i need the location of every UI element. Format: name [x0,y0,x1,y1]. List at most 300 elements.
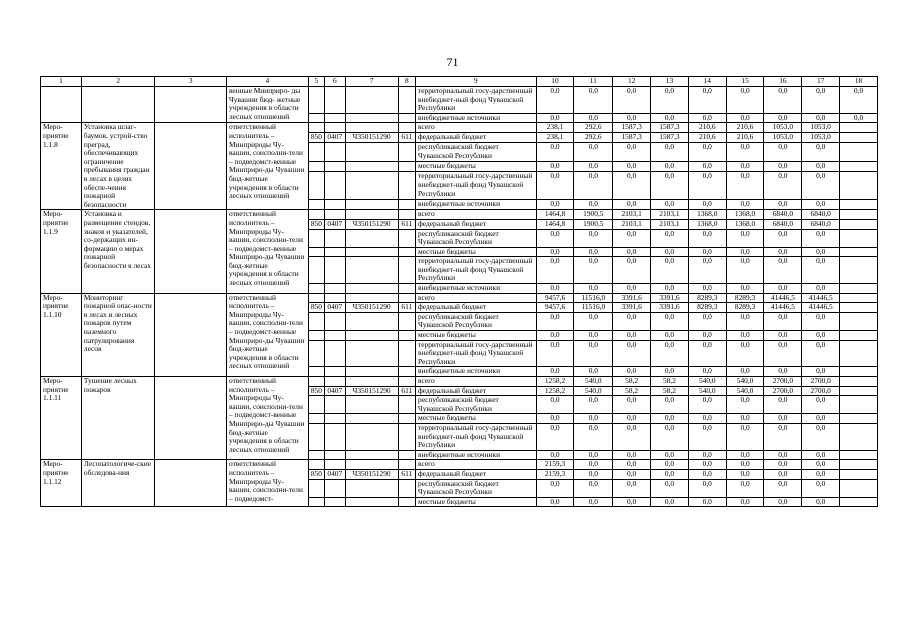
empty-cell [840,143,878,162]
empty-cell [398,396,415,414]
value-cell: 210,6 [688,123,726,133]
funding-source-cell: федеральный бюджет [416,133,537,143]
value-cell: 0,0 [574,469,613,479]
empty-cell [155,87,227,123]
empty-cell [840,386,878,396]
empty-cell [840,479,878,497]
empty-cell [155,377,227,460]
empty-cell [308,143,324,162]
value-cell: 0,0 [688,497,726,507]
funding-source-cell: республиканский бюджет Чувашской Республики [416,479,537,497]
column-header-10: 10 [536,77,574,87]
value-cell: 0,0 [802,284,840,294]
value-cell: 0,0 [688,367,726,377]
value-cell: 0,0 [651,469,689,479]
value-cell: 3391,6 [651,303,689,313]
value-cell: 0,0 [802,87,840,114]
measure-name-cell [81,87,155,123]
value-cell: 0,0 [802,257,840,284]
value-cell: 1053,0 [764,123,802,133]
value-cell: 0,0 [651,414,689,424]
value-cell: 0,0 [651,113,689,123]
value-cell: 1368,0 [688,210,726,220]
empty-cell [345,113,398,123]
value-cell: 0,0 [802,414,840,424]
column-header-8: 8 [398,77,415,87]
empty-cell [345,284,398,294]
value-cell: 0,0 [536,414,574,424]
value-cell: 0,0 [726,312,764,330]
empty-cell [398,293,415,303]
value-cell: 0,0 [613,172,651,200]
column-header-9: 9 [416,77,537,87]
empty-cell [398,340,415,367]
value-cell: 0,0 [613,312,651,330]
column-header-16: 16 [764,77,802,87]
empty-cell [325,293,345,303]
value-cell: 238,1 [536,123,574,133]
value-cell: 210,6 [726,123,764,133]
value-cell: 0,0 [574,396,613,414]
value-cell: 0,0 [764,460,802,470]
funding-source-cell: местные бюджеты [416,414,537,424]
code-type-cell: 611 [398,386,415,396]
value-cell: 0,0 [651,87,689,114]
value-cell: 0,0 [688,143,726,162]
code-grbs-cell: 850 [308,386,324,396]
value-cell: 540,0 [574,377,613,387]
code-grbs-cell: 850 [308,303,324,313]
value-cell: 0,0 [651,367,689,377]
empty-cell [398,162,415,172]
value-cell: 0,0 [574,450,613,460]
value-cell: 0,0 [613,87,651,114]
funding-source-cell: территориальный госу-дарственный внебюджет-ный фонд Чувашской Республики [416,423,537,450]
value-cell: 0,0 [651,396,689,414]
empty-cell [840,497,878,507]
value-cell: 0,0 [613,450,651,460]
value-cell: 0,0 [802,460,840,470]
value-cell: 0,0 [726,423,764,450]
column-header-18: 18 [840,77,878,87]
value-cell: 0,0 [726,497,764,507]
column-header-4: 4 [226,77,308,87]
column-header-14: 14 [688,77,726,87]
value-cell: 0,0 [574,172,613,200]
page-number: 71 [446,55,459,69]
empty-cell [345,247,398,257]
value-cell: 0,0 [536,497,574,507]
value-cell: 0,0 [613,367,651,377]
empty-cell [840,340,878,367]
value-cell: 0,0 [688,257,726,284]
value-cell: 210,6 [726,133,764,143]
value-cell: 0,0 [613,143,651,162]
value-cell: 0,0 [613,469,651,479]
value-cell: 0,0 [613,331,651,341]
value-cell: 0,0 [651,460,689,470]
value-cell: 0,0 [613,460,651,470]
value-cell: 41446,5 [764,293,802,303]
empty-cell [398,257,415,284]
value-cell: 0,0 [688,340,726,367]
empty-cell [325,312,345,330]
value-cell: 0,0 [802,450,840,460]
value-cell: 0,0 [574,414,613,424]
value-cell: 0,0 [613,162,651,172]
column-header-5: 5 [308,77,324,87]
column-header-12: 12 [613,77,651,87]
empty-cell [840,257,878,284]
measure-number-cell: Меро-приятие 1.1.10 [41,293,82,376]
empty-cell [308,210,324,220]
code-section-cell: 0407 [325,133,345,143]
value-cell: 0,0 [613,479,651,497]
value-cell: 1053,0 [802,133,840,143]
value-cell: 2103,1 [651,210,689,220]
code-target-cell: Ч350151290 [345,219,398,229]
empty-cell [325,229,345,247]
funding-source-cell: федеральный бюджет [416,219,537,229]
funding-source-cell: местные бюджеты [416,162,537,172]
column-header-11: 11 [574,77,613,87]
value-cell: 0,0 [574,162,613,172]
empty-cell [155,123,227,210]
value-cell: 0,0 [840,87,878,114]
table-row [41,87,878,114]
empty-cell [308,367,324,377]
value-cell: 0,0 [574,143,613,162]
value-cell: 0,0 [764,87,802,114]
empty-cell [325,172,345,200]
empty-cell [308,312,324,330]
value-cell: 0,0 [613,284,651,294]
funding-source-cell: республиканский бюджет Чувашской Республики [416,143,537,162]
value-cell: 0,0 [802,423,840,450]
value-cell: 0,0 [536,229,574,247]
empty-cell [325,479,345,497]
empty-cell [325,367,345,377]
empty-cell [840,247,878,257]
empty-cell [325,396,345,414]
value-cell: 0,0 [574,423,613,450]
code-type-cell: 611 [398,133,415,143]
empty-cell [308,450,324,460]
column-header-2: 2 [81,77,155,87]
value-cell: 540,0 [726,377,764,387]
empty-cell [345,172,398,200]
empty-cell [308,497,324,507]
funding-source-cell: территориальный госу-дарственный внебюджет-ный фонд Чувашской Республики [416,257,537,284]
column-header-15: 15 [726,77,764,87]
empty-cell [345,497,398,507]
value-cell: 0,0 [726,162,764,172]
value-cell: 0,0 [802,113,840,123]
empty-cell [840,219,878,229]
value-cell: 2700,0 [802,386,840,396]
value-cell: 0,0 [802,229,840,247]
value-cell: 0,0 [764,331,802,341]
value-cell: 0,0 [651,479,689,497]
value-cell: 0,0 [613,257,651,284]
value-cell: 0,0 [651,331,689,341]
measure-number-cell: Меро-приятие 1.1.8 [41,123,82,210]
value-cell: 0,0 [688,247,726,257]
value-cell: 0,0 [688,423,726,450]
value-cell: 1053,0 [764,133,802,143]
value-cell: 0,0 [726,331,764,341]
empty-cell [325,284,345,294]
value-cell: 8289,3 [688,293,726,303]
value-cell: 0,0 [536,367,574,377]
code-section-cell: 0407 [325,469,345,479]
funding-source-cell: местные бюджеты [416,247,537,257]
value-cell: 0,0 [726,229,764,247]
executor-cell: ответственный исполнитель – Минприроды Чу-вашии, соисполни-тели – подведомст- [226,460,308,507]
empty-cell [345,87,398,114]
value-cell: 1368,0 [688,219,726,229]
value-cell: 0,0 [726,284,764,294]
measure-number-cell: Меро-приятие 1.1.9 [41,210,82,293]
value-cell: 0,0 [764,200,802,210]
value-cell: 0,0 [536,87,574,114]
empty-cell [398,414,415,424]
empty-cell [325,87,345,114]
empty-cell [308,247,324,257]
code-grbs-cell: 850 [308,219,324,229]
value-cell: 0,0 [726,450,764,460]
funding-source-cell: республиканский бюджет Чувашской Республики [416,229,537,247]
value-cell: 0,0 [688,460,726,470]
empty-cell [345,200,398,210]
value-cell: 0,0 [651,200,689,210]
code-section-cell: 0407 [325,386,345,396]
value-cell: 1368,0 [726,219,764,229]
empty-cell [398,331,415,341]
value-cell: 0,0 [688,396,726,414]
header-row [41,77,878,87]
value-cell: 0,0 [613,423,651,450]
funding-source-cell: всего [416,123,537,133]
value-cell: 0,0 [688,113,726,123]
empty-cell [345,367,398,377]
empty-cell [345,312,398,330]
value-cell: 0,0 [802,312,840,330]
empty-cell [345,162,398,172]
empty-cell [840,200,878,210]
executor-cell: ответственный исполнитель – Минприроды Чу-вашии, соисполни-тели – подведомст-венные Минприро-ды Чувашии бюд-жетные учреждения в области лесных отношений [226,377,308,460]
value-cell: 0,0 [688,331,726,341]
value-cell: 2700,0 [802,377,840,387]
empty-cell [345,377,398,387]
empty-cell [398,172,415,200]
empty-cell [345,414,398,424]
value-cell: 0,0 [726,200,764,210]
value-cell: 0,0 [651,257,689,284]
table-row [41,460,878,470]
empty-cell [345,331,398,341]
budget-table [40,76,878,507]
value-cell: 0,0 [574,113,613,123]
measure-number-cell: Меро-приятие 1.1.12 [41,460,82,507]
value-cell: 0,0 [764,247,802,257]
column-header-17: 17 [802,77,840,87]
value-cell: 1368,0 [726,210,764,220]
value-cell: 0,0 [651,229,689,247]
empty-cell [308,423,324,450]
empty-cell [840,293,878,303]
empty-cell [308,293,324,303]
value-cell: 0,0 [613,113,651,123]
empty-cell [325,331,345,341]
empty-cell [840,162,878,172]
empty-cell [398,284,415,294]
value-cell: 0,0 [726,414,764,424]
value-cell: 0,0 [764,450,802,460]
value-cell: 0,0 [802,162,840,172]
value-cell: 6840,0 [764,219,802,229]
value-cell: 0,0 [536,396,574,414]
value-cell: 41446,5 [802,293,840,303]
value-cell: 0,0 [764,469,802,479]
empty-cell [308,331,324,341]
value-cell: 0,0 [536,312,574,330]
empty-cell [345,340,398,367]
funding-source-cell: внебюджетные источники [416,284,537,294]
value-cell: 1258,2 [536,377,574,387]
value-cell: 0,0 [802,396,840,414]
value-cell: 58,2 [613,386,651,396]
empty-cell [345,396,398,414]
value-cell: 0,0 [613,200,651,210]
empty-cell [840,172,878,200]
column-header-13: 13 [651,77,689,87]
value-cell: 41446,5 [802,303,840,313]
value-cell: 8289,3 [688,303,726,313]
value-cell: 8289,3 [726,303,764,313]
value-cell: 0,0 [536,162,574,172]
empty-cell [398,479,415,497]
value-cell: 6840,0 [802,210,840,220]
funding-source-cell: всего [416,210,537,220]
value-cell: 3391,6 [613,303,651,313]
measure-name-cell: Установка шлаг-баумов, устрой-ство преград, обеспечивающих ограничение пребывания граждан в лесах в целях обеспе-чения пожарной безопасности [81,123,155,210]
value-cell: 0,0 [536,257,574,284]
empty-cell [308,284,324,294]
value-cell: 1900,5 [574,219,613,229]
value-cell: 0,0 [726,172,764,200]
code-type-cell: 611 [398,219,415,229]
value-cell: 0,0 [574,312,613,330]
value-cell: 210,6 [688,133,726,143]
code-target-cell: Ч350151290 [345,303,398,313]
empty-cell [325,377,345,387]
value-cell: 0,0 [726,460,764,470]
code-section-cell: 0407 [325,303,345,313]
code-grbs-cell: 850 [308,133,324,143]
value-cell: 9457,6 [536,303,574,313]
empty-cell [325,460,345,470]
value-cell: 0,0 [688,312,726,330]
value-cell: 0,0 [651,284,689,294]
value-cell: 0,0 [651,247,689,257]
value-cell: 0,0 [688,284,726,294]
value-cell: 0,0 [613,414,651,424]
value-cell: 0,0 [651,172,689,200]
empty-cell [345,479,398,497]
empty-cell [308,162,324,172]
value-cell: 0,0 [764,497,802,507]
value-cell: 292,6 [574,123,613,133]
value-cell: 0,0 [613,340,651,367]
value-cell: 0,0 [726,367,764,377]
value-cell: 0,0 [764,367,802,377]
table-row [41,210,878,220]
value-cell: 2700,0 [764,386,802,396]
empty-cell [398,377,415,387]
value-cell: 0,0 [726,479,764,497]
column-header-1: 1 [41,77,82,87]
empty-cell [398,229,415,247]
value-cell: 0,0 [651,143,689,162]
value-cell: 6840,0 [802,219,840,229]
funding-source-cell: федеральный бюджет [416,303,537,313]
value-cell: 1464,8 [536,210,574,220]
value-cell: 0,0 [726,257,764,284]
empty-cell [398,367,415,377]
code-section-cell: 0407 [325,219,345,229]
empty-cell [308,479,324,497]
value-cell: 2700,0 [764,377,802,387]
value-cell: 540,0 [574,386,613,396]
empty-cell [308,396,324,414]
value-cell: 1587,3 [613,133,651,143]
value-cell: 0,0 [726,340,764,367]
empty-cell [398,113,415,123]
value-cell: 0,0 [764,396,802,414]
measure-name-cell: Лесопатологиче-ские обследова-ния [81,460,155,507]
empty-cell [325,210,345,220]
value-cell: 0,0 [764,113,802,123]
value-cell: 0,0 [802,143,840,162]
column-header-3: 3 [155,77,227,87]
funding-source-cell: федеральный бюджет [416,469,537,479]
empty-cell [308,113,324,123]
executor-cell: ответственный исполнитель – Минприроды Чу-вашии, соисполни-тели – подведомст-венные Минприро-ды Чувашии бюд-жетные учреждения в области лесных отношений [226,123,308,210]
empty-cell [325,497,345,507]
empty-cell [308,257,324,284]
value-cell: 0,0 [726,113,764,123]
value-cell: 0,0 [764,162,802,172]
empty-cell [398,247,415,257]
empty-cell [325,162,345,172]
value-cell: 0,0 [651,162,689,172]
value-cell: 0,0 [688,469,726,479]
value-cell: 6840,0 [764,210,802,220]
value-cell: 0,0 [536,450,574,460]
empty-cell [398,200,415,210]
empty-cell [308,123,324,133]
code-target-cell: Ч350151290 [345,386,398,396]
empty-cell [398,460,415,470]
empty-cell [345,143,398,162]
funding-source-cell: местные бюджеты [416,331,537,341]
value-cell: 9457,6 [536,293,574,303]
empty-cell [398,450,415,460]
value-cell: 0,0 [764,284,802,294]
empty-cell [345,423,398,450]
value-cell: 0,0 [688,229,726,247]
